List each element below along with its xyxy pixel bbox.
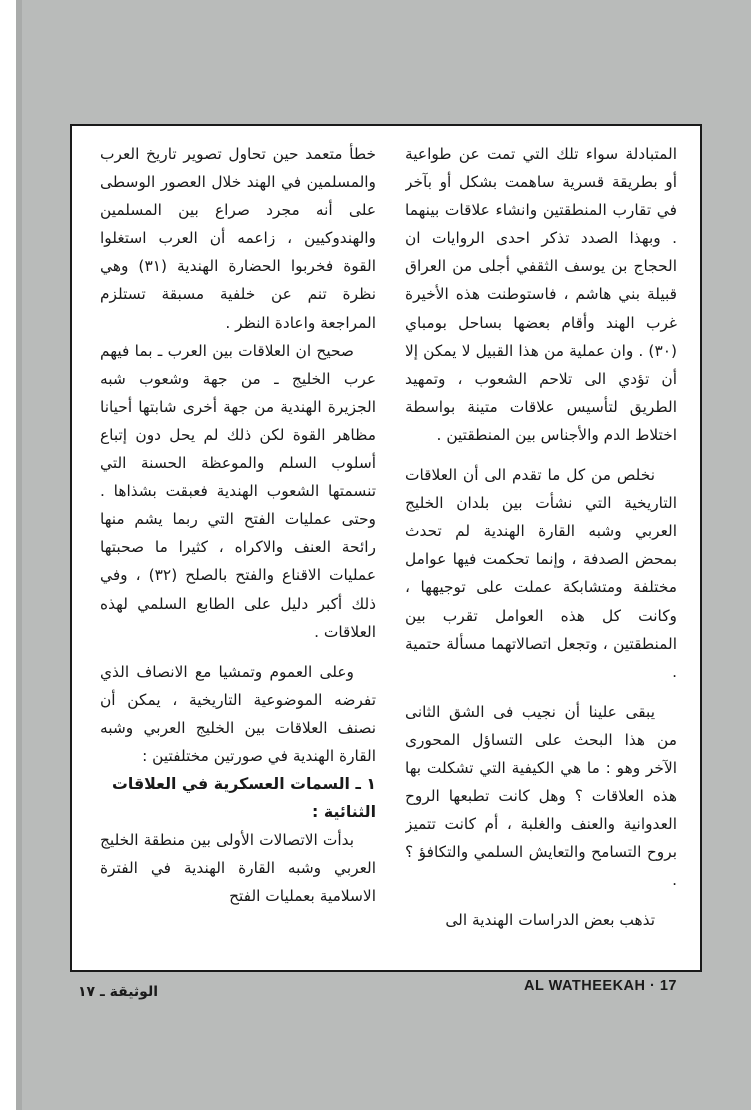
left-paragraph-2: صحيح ان العلاقات بين العرب ـ بما فيهم عرب الخليج ـ من جهة وشعوب شبه الجزيرة الهندية من جهة أخرى شابتها أحيانا مظاهر القوة لكن ذلك لم يحل دون إتباع أسلوب السلم والموعظة الحسنة التي تنسمتها الشعوب الهندية فعبقت بشذاها . وحتى عمليات الفتح التي ربما يشم منها رائحة العنف والاكراه ، كثيرا ما صحبتها عمليات الاقناع والفتح بالصلح (٣٢) ، وفي ذلك أكبر دليل على الطابع السلمي لهذه العلاقات . [100,341,376,641]
right-paragraph-1: المتبادلة سواء تلك التي تمت عن طواعية أو بطريقة قسرية ساهمت بشكل أو بآخر في تقارب المنطقتين وانشاء علاقات بينهما . وبهذا الصدد تذكر احدى الروايات ان الحجاج بن يوسف الثقفي أجلى من العراق قبيلة بني هاشم ، فاستوطنت هذه الأخيرة غرب الهند وأقام بعضها بساحل بومباي (٣٠) . وان عملية من هذا القبيل لا يمكن إلا أن تؤدي الى تلاحم الشعوب ، وتمهيد الطريق لتأسيس علاقات متينة بواسطة اختلاط الدم والأجناس بين المنطقتين . [405,145,677,444]
arabic-page-number: الوثيقة ـ ١٧ [78,984,158,1000]
latin-page-number: AL WATHEEKAH · 17 [524,978,677,994]
left-paragraph-1: خطأ متعمد حين تحاول تصوير تاريخ العرب والمسلمين في الهند خلال العصور الوسطى على أنه مجرد صراع بين المسلمين والهندوكيين ، زاعمه أن العرب استغلوا القوة فخربوا الحضارة الهندية (٣١) وهي نظرة تنم عن خلفية مسبقة تستلزم المراجعة واعادة النظر . [100,145,376,332]
right-paragraph-2: نخلص من كل ما تقدم الى أن العلاقات التاريخية التي نشأت بين بلدان الخليج العربي وشبه القارة الهندية لم تحدث بمحض الصدفة ، وإنما تحكمت فيها عوامل مختلفة ومتشابكة عملت على توجيهها ، وكانت كل هذه العوامل تقرب بين المنطقتين ، وتجعل اتصالاتهما مسألة حتمية . [405,466,677,681]
section-heading: ١ ـ السمات العسكرية في العلاقات الثنائية : [112,774,376,822]
left-column [100,140,376,958]
right-column [405,140,677,958]
section-paragraph: بدأت الاتصالات الأولى بين منطقة الخليج العربي وشبه القارة الهندية في الفترة الاسلامية بعمليات الفتح [100,831,376,906]
right-paragraph-3: يبقى علينا أن نجيب فى الشق الثانى من هذا البحث على التساؤل المحورى الآخر وهو : ما هي الكيفية التي تشكلت بها هذه العلاقات ؟ وهل كانت تطبعها الروح العدوانية والعنف والغلبة ، أم كانت تتميز بروح التسامح والتعايش السلمي والتكافؤ ؟ . [405,702,677,890]
right-paragraph-4: تذهب بعض الدراسات الهندية الى [445,911,655,930]
scan-edge-shadow [16,0,22,1110]
left-paragraph-3: وعلى العموم وتمشيا مع الانصاف الذي تفرضه الموضوعية التاريخية ، يمكن أن نصنف العلاقات بين الخليج العربي وشبه القارة الهندية في صورتين مختلفتين : [100,662,376,765]
article-frame [70,124,702,972]
